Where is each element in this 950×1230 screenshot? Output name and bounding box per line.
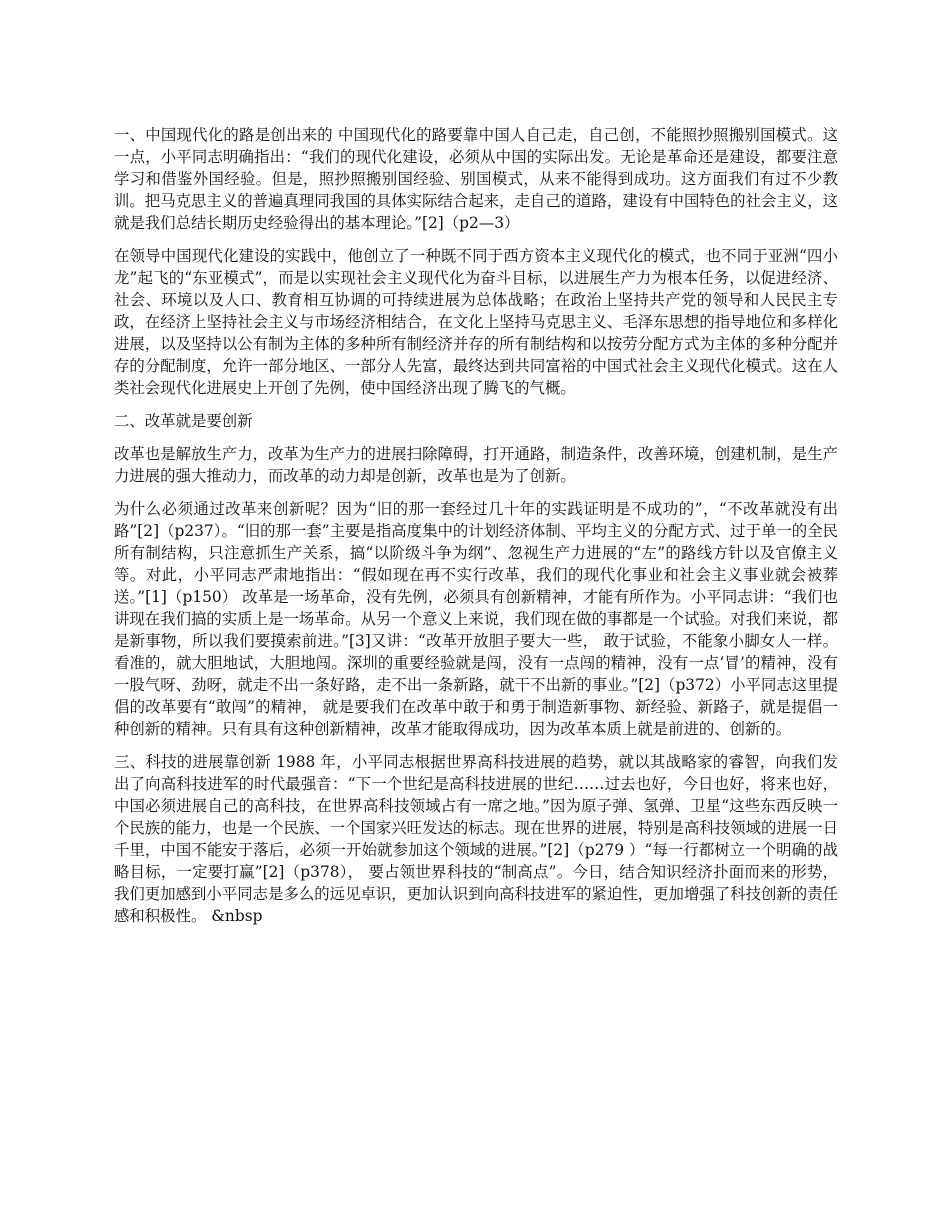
paragraph-science-technology: 三、科技的进展靠创新 1988 年，小平同志根据世界高科技进展的趋势，就以其战略家的睿智，向我们发出了向高科技进军的时代最强音：“下一个世纪是高科技进展的世纪……过去也好，今日也好，将来也好，中国必须进展自己的高科技，在世界高科技领域占有一席之地。”因为原子弹、氢弹、卫星“这些东西反映一个民族的能力，也是一个民族、一个国家兴旺发达的标志。现在世界的进展，特别是高科技领域的进展一日千里，中国不能安于落后，必须一开始就参加这个领域的进展。”[2]（p279 ）“每一行都树立一个明确的战略目标，一定要打赢”[2]（p378）， 要占领世界科技的“制高点”。今日，结合知识经济扑面而来的形势，我们更加感到小平同志是多么的远见卓识，更加认识到向高科技进军的紧迫性，更加增强了科技创新的责任感和积极性。 &nbsp	[114, 753, 838, 925]
document-body	[114, 124, 838, 938]
paragraph-modernization-path: 一、中国现代化的路是创出来的 中国现代化的路要靠中国人自己走，自己创，不能照抄照搬别国模式。这一点，小平同志明确指出：“我们的现代化建设，必须从中国的实际出发。无论是革命还是建设，都要注意学习和借鉴外国经验。但是，照抄照搬别国经验、别国模式，从来不能得到成功。这方面我们有过不少教训。把马克思主义的普遍真理同我国的具体实际结合起来，走自己的道路，建设有中国特色的社会主义，这就是我们总结长期历史经验得出的基本理论。”[2]（p2—3）	[114, 126, 838, 232]
section-heading-reform: 二、改革就是要创新	[114, 412, 253, 430]
paragraph-reform-liberation: 改革也是解放生产力，改革为生产力的进展扫除障碍，打开通路，制造条件，改善环境，创建机制，是生产力进展的强大推动力，而改革的动力却是创新，改革也是为了创新。	[114, 445, 838, 485]
paragraph-why-reform: 为什么必须通过改革来创新呢？因为“旧的那一套经过几十年的实践证明是不成功的”，“不改革就没有出路”[2]（p237）。“旧的那一套”主要是指高度集中的计划经济体制、平均主义的分配方式、过于单一的全民所有制结构，只注意抓生产关系，搞“以阶级斗争为纲”、忽视生产力进展的“左”的路线方针以及官僚主义等。对此，小平同志严肃地指出：“假如现在再不实行改革，我们的现代化事业和社会主义事业就会被葬送。”[1]（p150） 改革是一场革命，没有先例，必须具有创新精神，才能有所作为。小平同志讲：“我们也讲现在我们搞的实质上是一场革命。从另一个意义上来说，我们现在做的事都是一个试验。对我们来说，都是新事物，所以我们要摸索前进。”[3]又讲：“改革开放胆子要大一些， 敢于试验，不能象小脚女人一样。看准的，就大胆地试，大胆地闯。深圳的重要经验就是闯，没有一点闯的精神，没有一点‘冒’的精神，没有一股气呀、劲呀，就走不出一条好路，走不出一条新路，就干不出新的事业。”[2]（p372）小平同志这里提倡的改革要有“敢闯”的精神， 就是要我们在改革中敢于和勇于制造新事物、新经验、新路子，就是提倡一种创新的精神。只有具有这种创新精神，改革才能取得成功，因为改革本质上就是前进的、创新的。	[114, 500, 838, 738]
paragraph-chinese-model: 在领导中国现代化建设的实践中，他创立了一种既不同于西方资本主义现代化的模式，也不同于亚洲“四小龙”起飞的“东亚模式”，而是以实现社会主义现代化为奋斗目标，以进展生产力为根本任务，以促进经济、社会、环境以及人口、教育相互协调的可持续进展为总体战略；在政治上坚持共产党的领导和人民民主专政，在经济上坚持社会主义与市场经济相结合，在文化上坚持马克思主义、毛泽东思想的指导地位和多样化进展，以及坚持以公有制为主体的多种所有制经济并存的所有制结构和以按劳分配方式为主体的多种分配并存的分配制度，允许一部分地区、一部分人先富，最终达到共同富裕的中国式社会主义现代化模式。这在人类社会现代化进展史上开创了先例，使中国经济出现了腾飞的气概。	[114, 247, 838, 397]
